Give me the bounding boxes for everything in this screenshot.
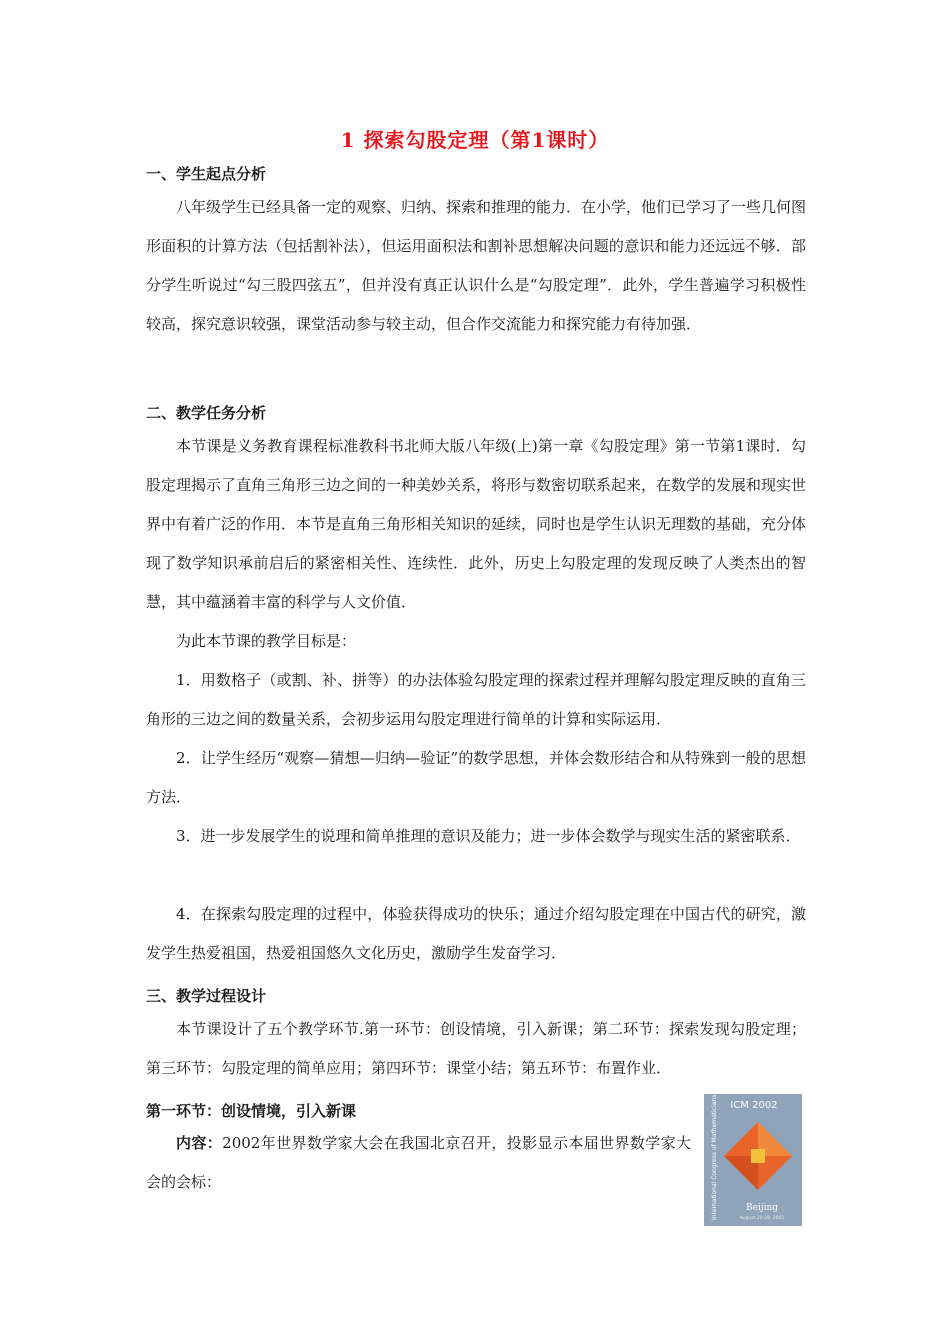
logo-center-square (751, 1149, 765, 1163)
page-title: 1 探索勾股定理（第1课时） (340, 128, 610, 152)
paragraph-goals-intro: 为此本节课的教学目标是： (176, 632, 357, 650)
goal-item-1: 1．用数格子（或割、补、拼等）的办法体验勾股定理的探索过程并理解勾股定理反映的直角三角形的三边之间的数量关系，会初步运用勾股定理进行简单的计算和实际运用． (146, 671, 806, 728)
icm-2002-logo-image (704, 1094, 802, 1226)
step1-lead: 内容： (176, 1134, 223, 1152)
goal-item-2: 2．让学生经历“观察—猜想—归纳—验证”的数学思想，并体会数形结合和从特殊到一般的思想方法． (146, 749, 806, 806)
logo-text-top: ICM 2002 (730, 1100, 778, 1111)
logo-text-side: International Congress of Mathematicians (711, 1094, 718, 1220)
section-heading-student-analysis: 一、学生起点分析 (146, 165, 267, 183)
logo-text-city: Beijing (745, 1203, 779, 1213)
icm-logo-graphic (704, 1094, 802, 1226)
step1-text: 2002年世界数学家大会在我国北京召开，投影显示本届世界数学家大会的会标： (146, 1134, 691, 1191)
logo-text-date: August 20-28, 2002 (739, 1216, 785, 1221)
goal-item-3: 3．进一步发展学生的说理和简单推理的意识及能力；进一步体会数学与现实生活的紧密联系． (176, 827, 801, 845)
step1-paragraph (146, 1124, 691, 1202)
step1-heading: 第一环节：创设情境，引入新课 (146, 1102, 357, 1120)
paragraph-process-design: 本节课设计了五个教学环节.第一环节：创设情境，引入新课；第二环节：探索发现勾股定理；第三环节：勾股定理的简单应用；第四环节：课堂小结；第五环节：布置作业． (146, 1020, 806, 1077)
paragraph-task-analysis: 本节课是义务教育课程标准教科书北师大版八年级(上)第一章《勾股定理》第一节第1课时．勾股定理揭示了直角三角形三边之间的一种美妙关系，将形与数密切联系起来，在数学的发展和现实世界中有着广泛的作用．本节是直角三角形相关知识的延续，同时也是学生认识无理数的基础，充分体现了数学知识承前启后的紧密相关性、连续性．此外，历史上勾股定理的发现反映了人类杰出的智慧，其中蕴涵着丰富的科学与人文价值． (146, 437, 807, 611)
section-heading-task-analysis: 二、教学任务分析 (146, 404, 267, 422)
paragraph-student-analysis: 八年级学生已经具备一定的观察、归纳、探索和推理的能力．在小学，他们已学习了一些几何图形面积的计算方法（包括割补法），但运用面积法和割补思想解决问题的意识和能力还远远不够．部分学生听说过“勾三股四弦五”，但并没有真正认识什么是“勾股定理”．此外，学生普遍学习积极性较高，探究意识较强，课堂活动参与较主动，但合作交流能力和探究能力有待加强． (146, 198, 807, 333)
goal-item-4: 4．在探索勾股定理的过程中，体验获得成功的快乐；通过介绍勾股定理在中国古代的研究，激发学生热爱祖国，热爱祖国悠久文化历史，激励学生发奋学习． (146, 905, 806, 962)
section-heading-process-design: 三、教学过程设计 (146, 987, 267, 1005)
